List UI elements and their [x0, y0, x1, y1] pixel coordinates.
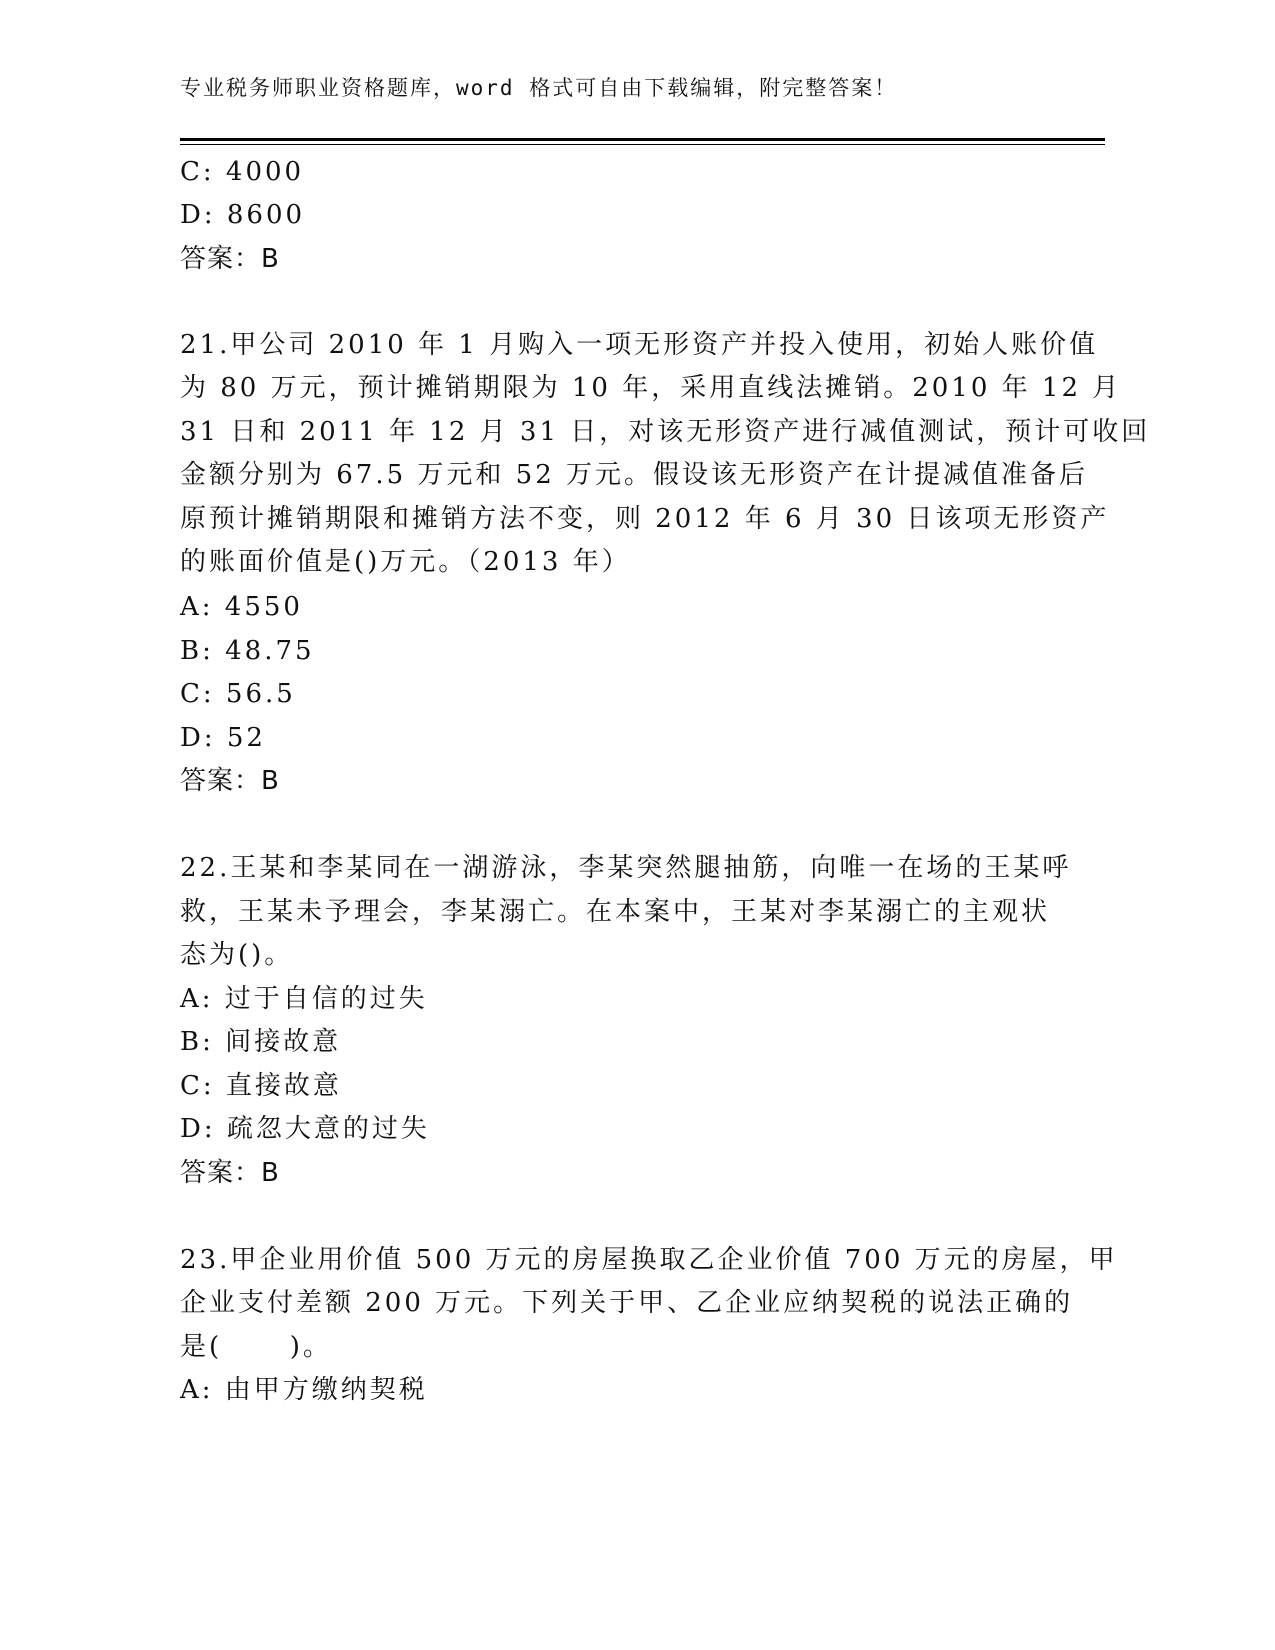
- question-23-line: 企业支付差额 200 万元。下列关于甲、乙企业应纳契税的说法正确的: [180, 1288, 1074, 1318]
- page-header: 专业税务师职业资格题库，word 格式可自由下载编辑，附完整答案！: [180, 76, 898, 100]
- option-a: A: 过于自信的过失: [180, 984, 428, 1014]
- option-d: D: 8600: [180, 200, 306, 230]
- question-21-line: 的账面价值是()万元。（2013 年）: [180, 547, 631, 577]
- question-21-line: 31 日和 2011 年 12 月 31 日，对该无形资产进行减值测试，预计可收回: [180, 417, 1151, 447]
- option-a: A: 4550: [180, 592, 303, 622]
- option-b: B: 48.75: [180, 636, 315, 666]
- question-22-line: 22.王某和李某同在一湖游泳，李某突然腿抽筋，向唯一在场的王某呼: [180, 853, 1072, 883]
- option-d: D: 52: [180, 723, 266, 753]
- option-c: C: 4000: [180, 157, 305, 187]
- option-c: C: 56.5: [180, 679, 296, 709]
- header-rule-thick: [180, 138, 1105, 141]
- question-21-line: 为 80 万元，预计摊销期限为 10 年，采用直线法摊销。2010 年 12 月: [180, 373, 1122, 403]
- question-21-line: 金额分别为 67.5 万元和 52 万元。假设该无形资产在计提减值准备后: [180, 460, 1089, 490]
- question-21-line: 21.甲公司 2010 年 1 月购入一项无形资产并投入使用，初始人账价值: [180, 330, 1099, 360]
- answer: 答案：B: [180, 1158, 280, 1188]
- option-a: A: 由甲方缴纳契税: [180, 1375, 428, 1405]
- option-b: B: 间接故意: [180, 1027, 342, 1057]
- answer: 答案：B: [180, 244, 280, 274]
- question-23-line: 23.甲企业用价值 500 万元的房屋换取乙企业价值 700 万元的房屋，甲: [180, 1245, 1118, 1275]
- question-22-line: 态为()。: [180, 940, 294, 970]
- header-rule-thin: [180, 144, 1105, 145]
- option-d: D: 疏忽大意的过失: [180, 1114, 430, 1144]
- option-c: C: 直接故意: [180, 1071, 342, 1101]
- question-23-line: 是( )。: [180, 1332, 332, 1362]
- question-22-line: 救，王某未予理会，李某溺亡。在本案中，王某对李某溺亡的主观状: [180, 897, 1051, 927]
- answer: 答案：B: [180, 766, 280, 796]
- question-21-line: 原预计摊销期限和摊销方法不变，则 2012 年 6 月 30 日该项无形资产: [180, 504, 1110, 534]
